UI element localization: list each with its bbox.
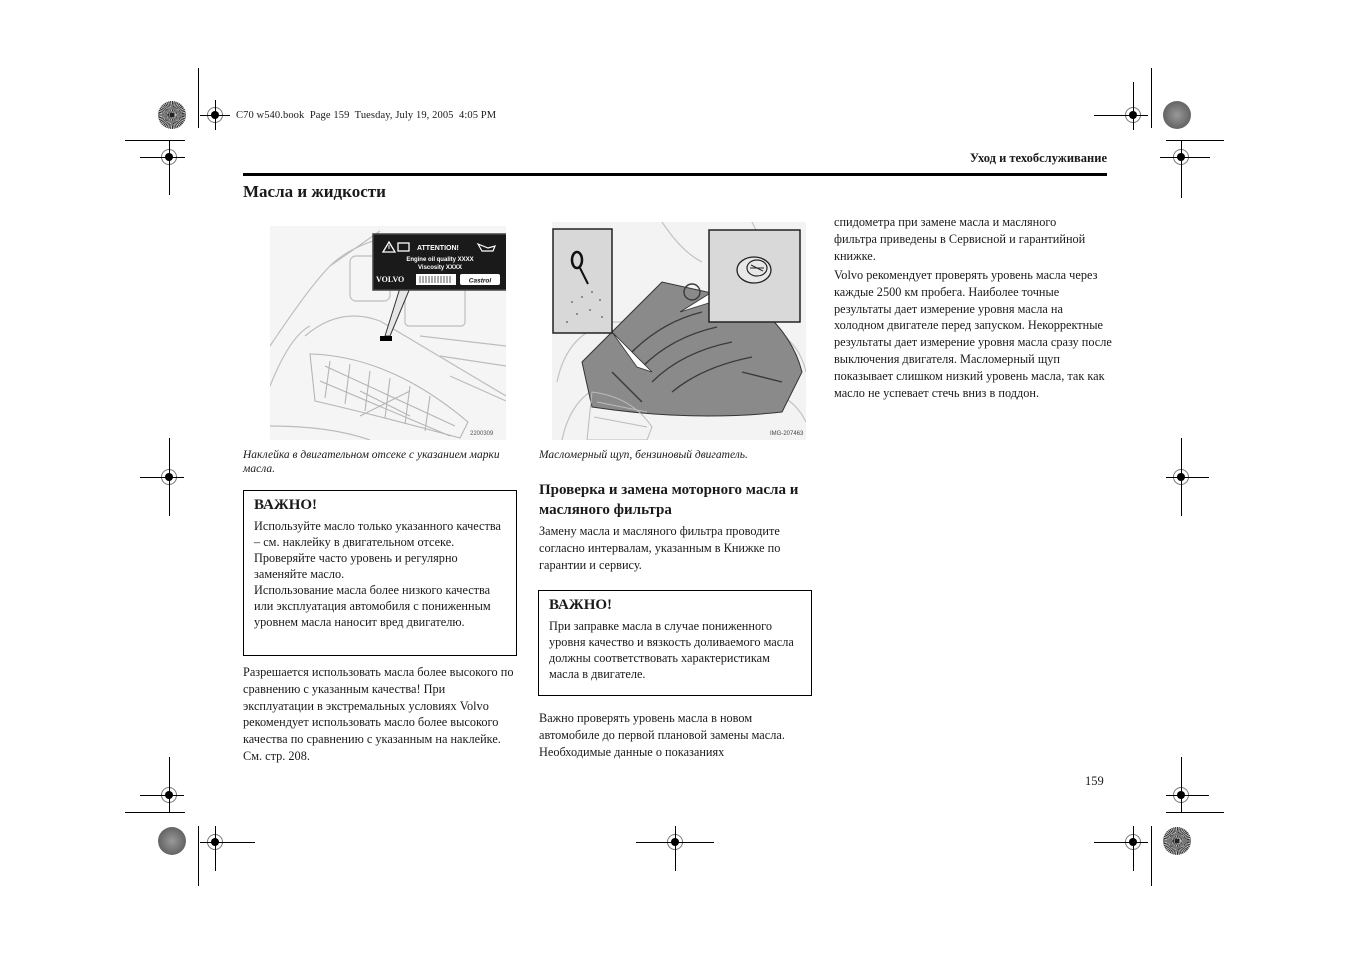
col3-paragraph-1: спидометра при замене масла и масляного фильтра приведены в Сервисной и гарантийной книжке. <box>834 215 1086 263</box>
col1-paragraph: Разрешается использовать масла более высокого по сравнению с указанным качества! При эксплуатации в экстремальных условиях Volvo рекомендует использовать масло более высокого качества по сравнению с указанным на наклейке. См. стр. 208. <box>243 665 514 763</box>
important-notice-title: ВАЖНО! <box>254 497 318 513</box>
crop-mark-line <box>198 826 199 886</box>
dipstick-inset <box>553 229 612 333</box>
crop-mark-line <box>1133 826 1134 871</box>
crop-mark-line <box>140 157 185 158</box>
crop-mark-line <box>1166 812 1224 813</box>
oil-brand-text: Castrol <box>468 277 492 285</box>
car-front-drawing <box>270 226 506 440</box>
crop-mark-line <box>1166 477 1209 478</box>
important-notice-line: Проверяйте часто уровень и регулярно заменяйте масло. <box>254 551 458 581</box>
page-number: 159 <box>1085 774 1104 788</box>
crop-mark-line <box>198 68 199 128</box>
crop-mark-line <box>215 842 255 843</box>
crop-mark-line <box>1151 68 1152 128</box>
important-notice-line: Используйте масло только указанного качества – см. наклейку в двигательном отсеке. <box>254 519 501 549</box>
figure-code: 2200309 <box>470 431 494 437</box>
page-title: Масла и жидкости <box>243 182 386 201</box>
crop-mark-line <box>1166 140 1224 141</box>
crop-mark-line <box>200 115 230 116</box>
crop-mark-line <box>125 140 185 141</box>
crop-mark-line <box>675 826 676 871</box>
label-pointer <box>385 288 410 336</box>
important-notice-line: Использование масла более низкого качества или эксплуатация автомобиля с пониженным уровнем масла наносит вред двигателю. <box>254 583 491 629</box>
crop-mark-line <box>125 812 185 813</box>
dipstick-illustration <box>552 222 806 440</box>
crop-mark-line <box>215 826 216 871</box>
label-viscosity-text: Viscosity XXXX <box>418 265 462 271</box>
col3-paragraph-2: Volvo рекомендует проверять уровень масла через каждые 2500 км пробега. Наиболее точные результаты дает измерение уровня масла на холодном двигателе перед запуском. Некорректные результаты дает измерение уровня масла сразу после выключения двигателя. Масломерный щуп показывает слишком низкий уровень масла, так как масло не успевает стечь вниз в поддон. <box>834 268 1112 400</box>
color-bar-icon <box>158 101 186 129</box>
label-brand-text: VOLVO <box>376 275 405 284</box>
crop-mark-line <box>1181 438 1182 516</box>
crop-mark-line <box>169 757 170 812</box>
important-notice-box <box>538 590 812 696</box>
color-bar-icon <box>1163 827 1191 855</box>
crop-mark-line <box>1151 826 1152 886</box>
figure2-caption: Масломерный щуп, бензиновый двигатель. <box>539 449 748 461</box>
crop-mark-line <box>140 477 183 478</box>
crop-mark-line <box>1166 795 1209 796</box>
col2-paragraph-1: Замену масла и масляного фильтра проводите согласно интервалам, указанным в Книжке по гарантии и сервису. <box>539 524 781 572</box>
figure-code: IMG-207463 <box>770 431 804 437</box>
color-patch-icon <box>1163 101 1191 129</box>
crop-mark-line <box>1181 757 1182 812</box>
crop-mark-line <box>169 140 170 195</box>
figure1-caption: Наклейка в двигательном отсеке с указанием марки масла. <box>243 449 500 475</box>
label-quality-text: Engine oil quality XXXX <box>406 257 474 263</box>
crop-mark-line <box>140 795 183 796</box>
important-notice-box <box>243 490 517 656</box>
important-notice-text: При заправке масла в случае пониженного уровня качество и вязкость доливаемого масла должны соответствовать характеристикам масла в двигателе. <box>549 619 794 681</box>
col2-paragraph-2: Важно проверять уровень масла в новом автомобиле до первой плановой замены масла. Необходимые данные о показаниях <box>539 711 785 759</box>
crop-mark-line <box>169 438 170 516</box>
oil-filler-cap-icon <box>737 257 771 283</box>
engine-bay-drawing <box>552 222 806 440</box>
crop-mark-line <box>1094 842 1144 843</box>
section-subheading: Проверка и замена моторного масла и масляного фильтра <box>539 482 799 518</box>
print-slug: C70 w540.book Page 159 Tuesday, July 19, 2005 4:05 PM <box>236 110 497 121</box>
important-notice-title: ВАЖНО! <box>549 597 613 613</box>
header-rule <box>243 173 1107 176</box>
crop-mark-line <box>1160 157 1210 158</box>
crop-mark-line <box>1181 140 1182 198</box>
grille-drawing <box>310 354 468 438</box>
label-attention-text: ATTENTION! <box>417 245 459 252</box>
engine-oil-label-illustration <box>270 226 506 440</box>
label-location-marker <box>380 336 392 341</box>
color-patch-icon <box>158 827 186 855</box>
crop-mark-line <box>1133 82 1134 127</box>
crop-mark-line <box>1094 115 1144 116</box>
section-header: Уход и техобслуживание <box>969 151 1107 165</box>
